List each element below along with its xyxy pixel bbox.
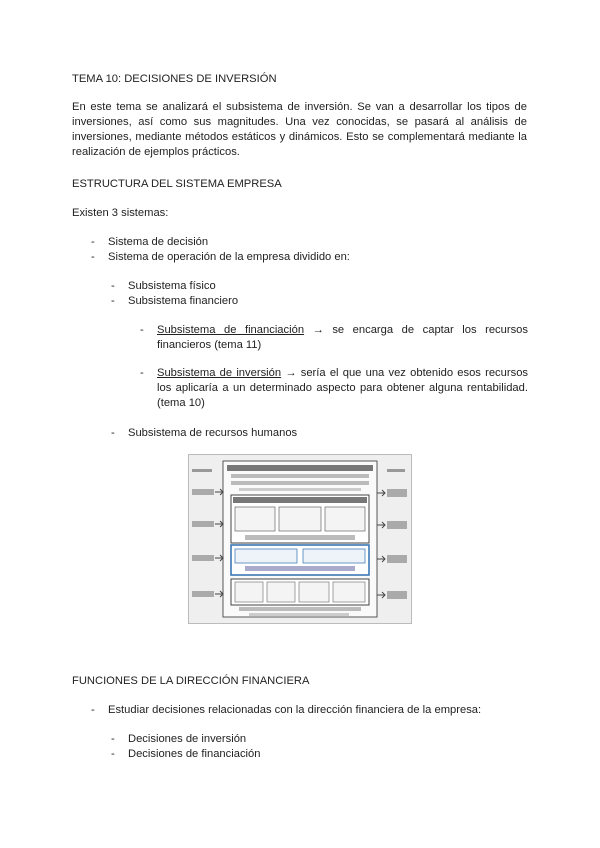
list-item-text: Decisiones de financiación — [128, 748, 261, 760]
dash-marker: - — [91, 251, 95, 263]
dash-marker: - — [91, 704, 95, 716]
system-structure-figure — [188, 454, 412, 624]
dash-marker: - — [111, 427, 115, 439]
list-item-text: Subsistema de inversión → sería el que una vez obtenido esos recursos los aplicaría a un determinado aspecto para obtener alguna rentabilidad. (tema 10) — [157, 367, 529, 409]
list-item-text: Sistema de operación de la empresa dividido en: — [108, 251, 350, 263]
dash-marker: - — [111, 733, 115, 745]
term-subsistema-financiacion: Subsistema de financiación — [157, 324, 305, 336]
exist-text: Existen 3 sistemas: — [72, 207, 169, 219]
dash-marker: - — [111, 280, 115, 292]
list-item-text: Subsistema de financiación → se encarga de captar los recursos financieros (tema 11) — [157, 324, 528, 351]
term-subsistema-inversion: Subsistema de inversión — [157, 367, 282, 379]
list-item-text: Subsistema de recursos humanos — [128, 427, 298, 439]
system-structure-diagram-image — [189, 455, 411, 623]
list-item-text: Decisiones de inversión — [128, 733, 247, 745]
dash-marker: - — [111, 295, 115, 307]
section-heading-funciones: FUNCIONES DE LA DIRECCIÓN FINANCIERA — [72, 675, 310, 687]
dash-marker: - — [111, 748, 115, 760]
section-heading-estructura: ESTRUCTURA DEL SISTEMA EMPRESA — [72, 178, 282, 190]
dash-marker: - — [140, 367, 144, 379]
page-title: TEMA 10: DECISIONES DE INVERSIÓN — [72, 73, 277, 85]
list-item-text: Subsistema físico — [128, 280, 216, 292]
dash-marker: - — [91, 236, 95, 248]
dash-marker: - — [140, 324, 144, 336]
list-item-text: Subsistema financiero — [128, 295, 239, 307]
intro-paragraph: En este tema se analizará el subsistema de inversión. Se van a desarrollar los tipos de inversiones, así como sus magnitudes. Una vez conocidas, se pasará al análisis de inversiones, mediante métodos estáticos y dinámicos. Esto se complementará mediante la realización de ejemplos prácticos. — [72, 101, 527, 158]
list-item-text: Sistema de decisión — [108, 236, 209, 248]
list-item-text: Estudiar decisiones relacionadas con la dirección financiera de la empresa: — [108, 704, 482, 716]
